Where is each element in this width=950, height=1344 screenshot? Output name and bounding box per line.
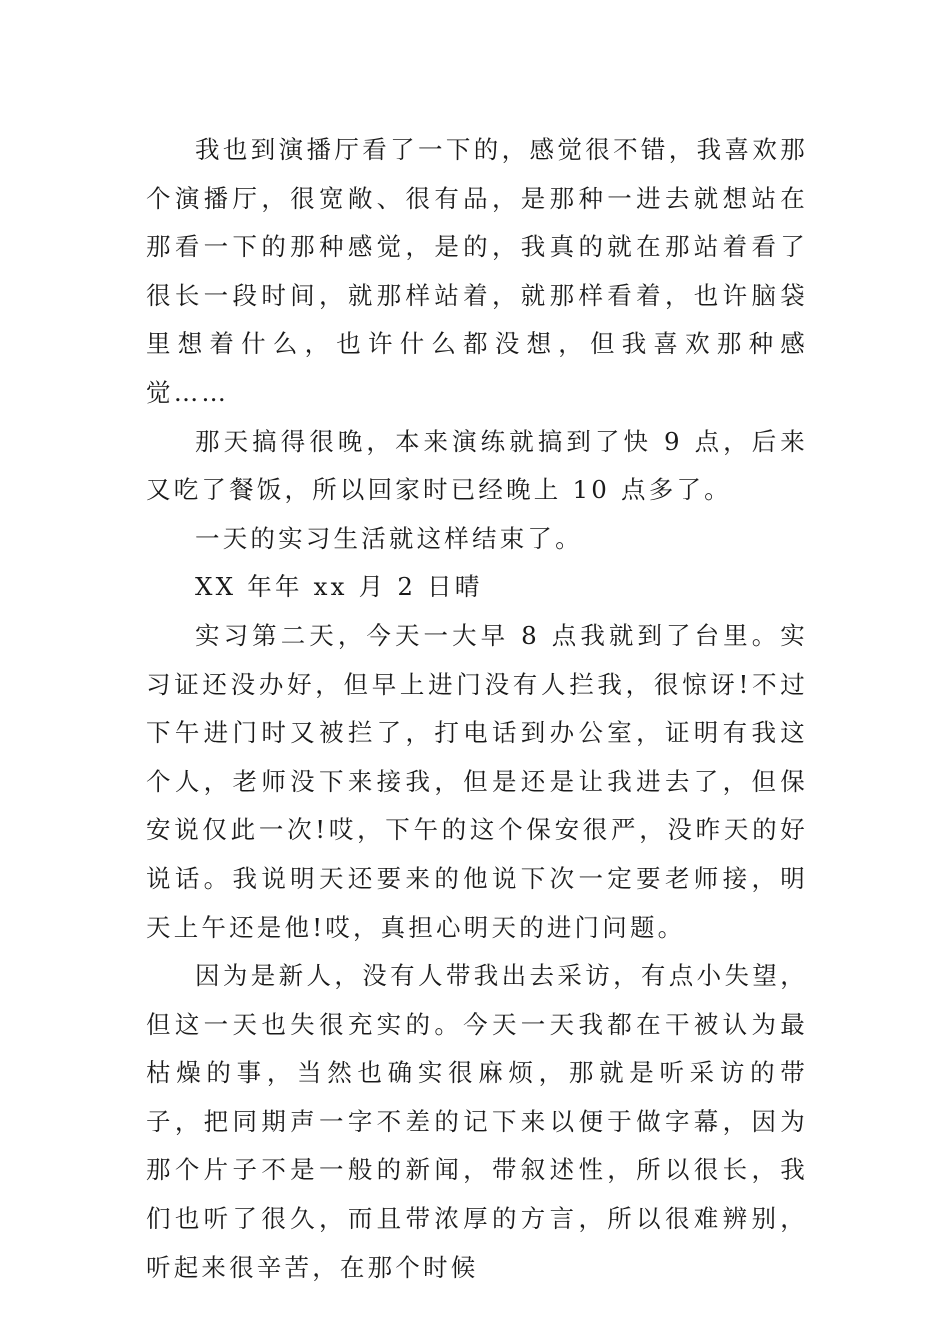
- diary-date-heading: XX 年年 xx 月 2 日晴: [195, 572, 483, 602]
- paragraph-studio-visit: 我也到演播厅看了一下的，感觉很不错，我喜欢那个演播厅，很宽敞、很有品，是那种一进去就想站在那看一下的那种感觉，是的，我真的就在那站着看了很长一段时间，就那样站着，就那样看着，也许脑袋里想着什么，也许什么都没想，但我喜欢那种感觉……: [146, 135, 808, 407]
- paragraph-transcription: 因为是新人，没有人带我出去采访，有点小失望，但这一天也失很充实的。今天一天我都在干被认为最枯燥的事，当然也确实很麻烦，那就是听采访的带子，把同期声一字不差的记下来以便于做字幕，因为那个片子不是一般的新闻，带叙述性，所以很长，我们也听了很久，而且带浓厚的方言，所以很难辨别，听起来很辛苦，在那个时候: [146, 961, 808, 1282]
- document-page: [146, 126, 808, 1292]
- paragraph-second-day: 实习第二天，今天一大早 8 点我就到了台里。实习证还没办好，但早上进门没有人拦我，很惊讶!不过下午进门时又被拦了，打电话到办公室，证明有我这个人，老师没下来接我，但是还是让我进去了，但保安说仅此一次!哎，下午的这个保安很严，没昨天的好说话。我说明天还要来的他说下次一定要老师接，明天上午还是他!哎，真担心明天的进门问题。: [146, 620, 808, 942]
- paragraph-late-night: 那天搞得很晚，本来演练就搞到了快 9 点，后来又吃了餐饭，所以回家时已经晚上 10 点多了。: [146, 426, 808, 505]
- paragraph-day-end: 一天的实习生活就这样结束了。: [195, 523, 583, 553]
